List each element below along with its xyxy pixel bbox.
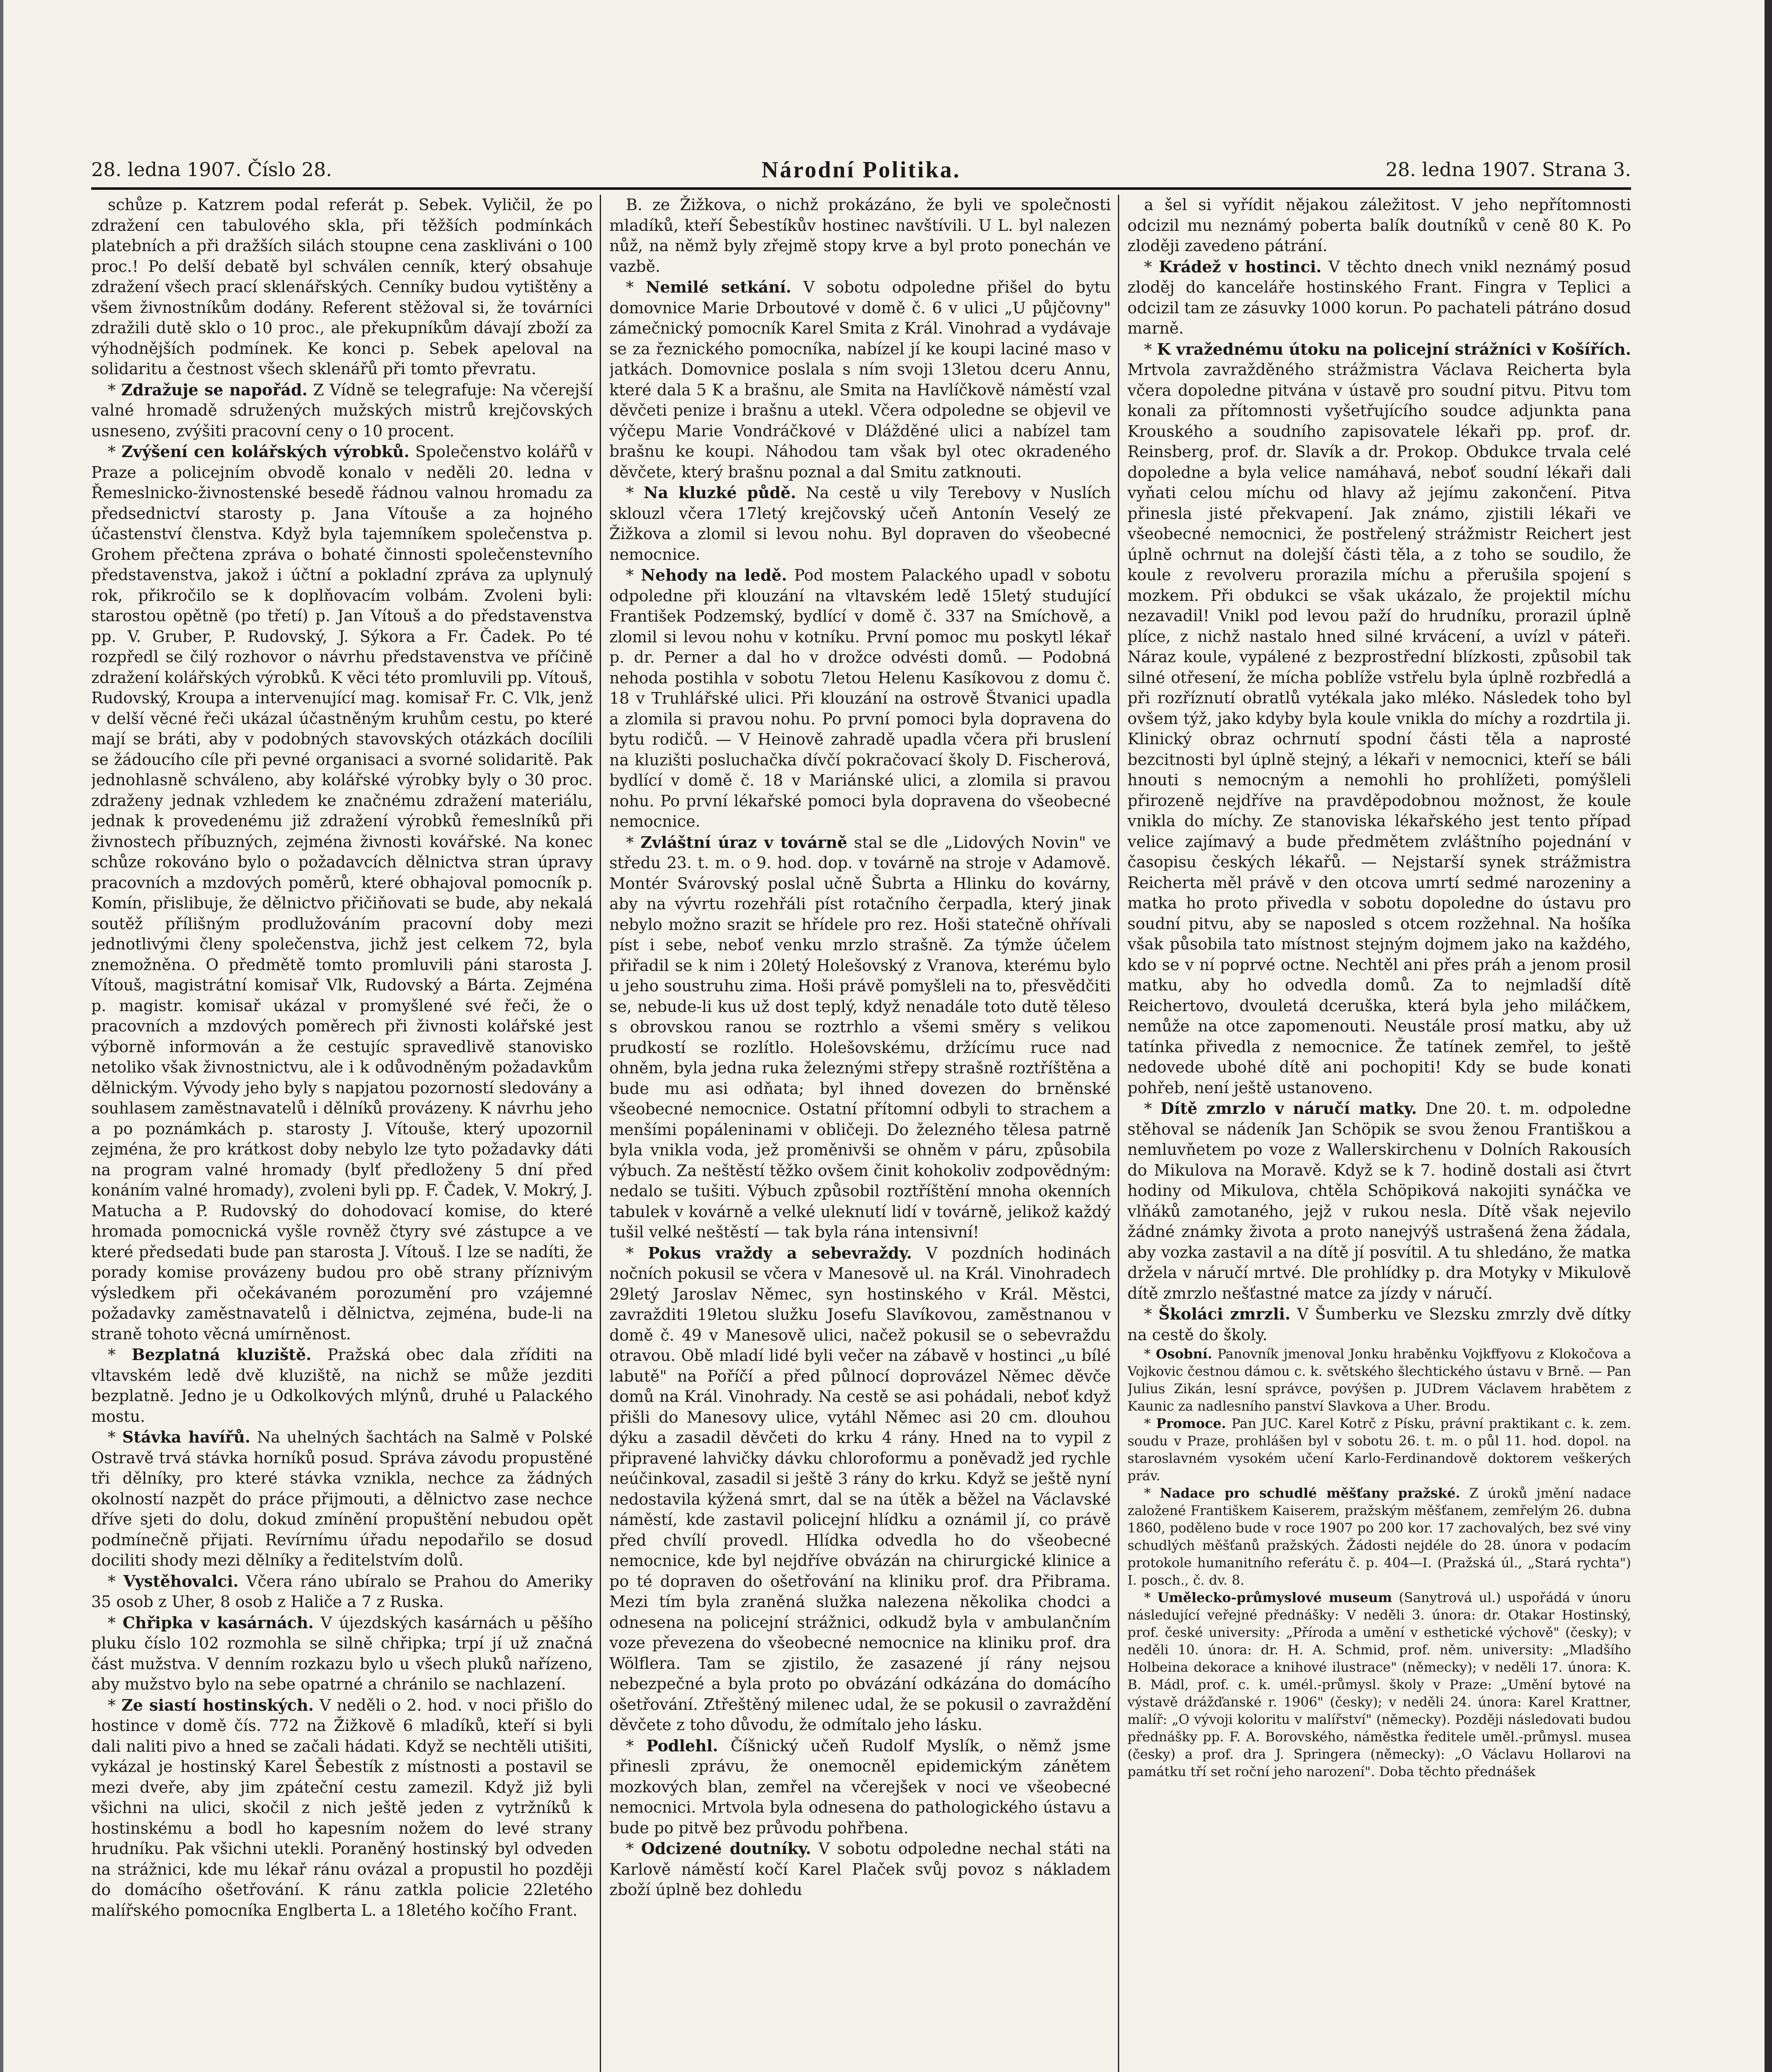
article-title: Na kluzké půdě. (643, 483, 796, 502)
article-title: Krádež v hostinci. (1159, 257, 1322, 276)
article-bullet: * (108, 443, 122, 461)
article-paragraph (609, 195, 1111, 277)
article-bullet: * (1144, 1485, 1160, 1501)
article-bullet: * (1144, 1416, 1156, 1431)
article-columns (91, 195, 1631, 2072)
article-title: Nehody na ledě. (641, 566, 787, 584)
article-body: V újezdských kasárnách u pěšího pluku číslo 102 rozmohla se silně chřipka; trpí jí už značná část mužstva. V denním rozkazu bylo u všech pluků nařízeno, aby mužstvo bylo na sebe opatrné a chránilo se nachlazení. (91, 1613, 593, 1693)
article-body: Panovník jmenoval Jonku hraběnku Vojkffyovu z Klokočova a Vojkovic čestnou dámou c. k. světského šlechtického ústavu v Brně. — Pan Julius Zikán, lesní správce, povýšen p. JUDrem Václavem hrabětem z Kaunic za nadlesního panství Slavkova a Uher. Brodu. (1127, 1346, 1631, 1414)
column-divider-2 (1118, 195, 1119, 2072)
article-body: Dne 20. t. m. odpoledne stěhoval se nádeník Jan Schöpik se svou ženou Františkou a nemluvňetem po voze z Wallerskirchenu v Dolních Rakousích do Mikulova na Moravě. Když se k 7. hodině dostali asi čtvrt hodiny od Mikulova, chtěla Schöpiková nakojiti synáčka ve vlňáků zamotaného, jejž v rukou nesla. Dítě však nejevilo žádné známky života a proto nanejvýš ustrašená žena žádala, aby vozka zastavil a na dítě jí posvítil. A tu shledáno, že matka držela v náručí mrtvé. Dle prohlídky p. dra Motyky v Mikulově dítě zmrzlo nešťastné matce za jízdy v náručí. (1127, 1099, 1631, 1302)
article-paragraph (1127, 195, 1631, 257)
article-bullet: * (108, 380, 121, 399)
column-3 (1127, 195, 1631, 2072)
article-title: Zdražuje se napořád. (121, 380, 308, 399)
article-title: Pokus vraždy a sebevraždy. (647, 1243, 912, 1262)
article-title: Školáci zmrzli. (1158, 1305, 1291, 1323)
header-date-page: 28. ledna 1907. Strana 3. (1385, 158, 1631, 181)
article-bullet: * (626, 833, 641, 852)
article-body: schůze p. Katzrem podal referát p. Sebek. Vyličil, že po zdražení cen tabulového skla, při těžších podmínkách platebních a při dražších silách stoupne cena zaskliváni o 100 proc.! Po delší debatě byl schválen cenník, který obsahuje zdražení všech prací sklenářských. Cenníky budou vytištěny a všem živnostníkům dodány. Referent stěžoval si, že továrníci zdražili dutě sklo o 10 proc., ale překupníkům dávají zboží za výhodnějších podmínek. Ke konci p. Sebek apeloval na solidaritu a čestnost všech sklenářů při tomto převratu. (91, 196, 593, 378)
article-paragraph (609, 482, 1111, 565)
article-title: Bezplatná kluziště. (131, 1345, 312, 1364)
article-body: Včera ráno ubíralo se Prahou do Ameriky 35 osob z Uher, 8 osob z Haliče a 7 z Ruska. (91, 1572, 593, 1611)
article-title: Stávka havířů. (122, 1428, 251, 1446)
article-bullet: * (626, 1736, 647, 1755)
column-1 (91, 195, 593, 2072)
article-body: Z Vídně se telegrafuje: Na včerejší valné hromadě sdružených mužských mistrů krejčovských usneseno, zvýšiti pracovní ceny o 10 procent. (91, 380, 593, 440)
article-paragraph (91, 380, 593, 442)
article-paragraph (1127, 339, 1631, 1099)
article-body: Na uhelných šachtách na Salmě v Polské Ostravě trvá stávka horníků posud. Správa závodu propustěné tři dělníky, pro které stávka vznikla, nechce za žádných okolností nazpět do práce přijmouti, a dělnictvo zase nechce dříve sjeti do dolu, dokud zmínění propuštění nebudou opět podmínečně přijati. Revírnímu úřadu nepodařilo se dosud dociliti shody mezi dělníky a ředitelstvím dolů. (91, 1428, 593, 1569)
article-paragraph (1127, 1484, 1631, 1589)
article-bullet: * (626, 1840, 641, 1858)
article-title: Nadace pro schudlé měšťany pražské. (1160, 1485, 1460, 1501)
article-paragraph (609, 1243, 1111, 1736)
article-paragraph (91, 1344, 593, 1427)
article-bullet: * (108, 1428, 122, 1446)
article-body: B. ze Žižkova, o nichž prokázáno, že byli ve společnosti mladíků, kteří Šebestíkův hostinec navštívili. U L. byl nalezen nůž, na němž byly zřejmě stopy krve a byl proto ponechán ve vazbě. (609, 196, 1111, 276)
article-paragraph (1127, 1415, 1631, 1484)
article-paragraph (91, 1695, 593, 1921)
article-bullet: * (1144, 340, 1157, 358)
article-paragraph (609, 1838, 1111, 1900)
article-bullet: * (1144, 1099, 1161, 1118)
article-paragraph (91, 1427, 593, 1571)
article-paragraph (1127, 1589, 1631, 1780)
article-title: Ze siastí hostinských. (121, 1695, 314, 1714)
article-bullet: * (1144, 1590, 1158, 1605)
article-body: Z úroků jmění nadace založené Františkem Kaiserem, pražským měšťanem, zemřelým 26. dubna 1860, poděleno bude v roce 1907 po 200 kor. 17 zachovalých, bez své viny schudlých měšťanů pražských. Žádosti nejdéle do 28. února v podacím protokole humanitního referátu č. p. 404—I. (Pražská úl., „Stará rychta") I. posch., č. dv. 8. (1127, 1485, 1631, 1588)
article-paragraph (91, 1571, 593, 1612)
article-body: V sobotu odpoledne nechal státi na Karlově náměstí kočí Karel Plaček svůj povoz s nákladem zboží úplně bez dohledu (609, 1840, 1111, 1899)
article-bullet: * (626, 484, 644, 502)
article-body: V pozdních hodinách nočních pokusil se včera v Manesově ul. na Král. Vinohradech 29letý Jaroslav Němec, syn hostinského v Král. Městci, zavražditi 19letou služku Josefu Slavíkovou, zaměstnanou v domě č. 49 v Manesově ulici, načež pokusil se o sebevraždu otravou. Obě mladí lidé byli večer na zábavě v hostinci „u bílé labutě" na Poříčí a před půlnocí doprovázel Němec děvče domů na Král. Vinohrady. Na cestě se asi pohádali, neboť když přišli do Manesovy ulice, vytáhl Němec asi 20 cm. dlouhou dýku a zasadil děvčeti do krku 4 rány. Hned na to vypil z připravené lahvičky dávku chloroformu a poněvadž jed rychle neúčinkoval, zasadil si ještě 3 rány do krku. Když se ještě nyní nedostavila kýžená smrt, dal se na útěk a běžel na Václavské náměstí, kde zastavil policejní hlídku a oznámil jí, co právě před chvílí provedl. Hlídka odvedla ho do všeobecné nemocnice, kde byl nejdříve obvázán na chirurgické klinice a po té dopraven do ošetřování na kliniku prof. dra Přibrama. Mezi tím byla zraněná služka nalezena několika chodci a odnesena na policejní strážnici, odkudž byla v ambulančním voze převezena do všeobecné nemocnice na kliniku prof. dra Wölflera. Tam se zjistilo, že zasazené jí rány nejsou nebezpečné a byla proto po obvázání odkázána do domácího ošetřování. Ztřeštěný milenec udal, že se pokusil o zavraždění děvčete z toho důvodu, že odmítalo jeho lásku. (609, 1244, 1111, 1734)
article-bullet: * (108, 1696, 122, 1714)
article-title: Promoce. (1156, 1416, 1226, 1431)
header-rule (91, 187, 1631, 190)
article-bullet: * (626, 1244, 648, 1262)
article-paragraph (609, 565, 1111, 832)
article-title: K vražednému útoku na policejní strážníci v Košířích. (1157, 339, 1631, 358)
article-body: Pan JUC. Karel Kotrč z Písku, právní praktikant c. k. zem. soudu v Praze, prohlášen byl v sobotu 26. t. m. o půl 11. hod. dopol. na staroslavném vysokém učení Karlo-Ferdinandově doktorem veškerých práv. (1127, 1416, 1631, 1484)
article-bullet: * (108, 1572, 124, 1590)
article-body: V Šumberku ve Slezsku zmrzly dvě dítky na cestě do školy. (1127, 1305, 1631, 1344)
article-title: Dítě zmrzlo v náručí matky. (1160, 1099, 1417, 1118)
article-paragraph (91, 1612, 593, 1695)
article-body: stal se dle „Lidových Novin" ve středu 23. t. m. o 9. hod. dop. v továrně na stroje v Adamově. Montér Svárovský poslal učně Šubrta a Hlinku do kovárny, aby na vývrtu rozehřáli píst rotačního čerpadla, který jinak nebylo možno srazit se hřídele pro rez. Hoši statečně ohřívali píst i sebe, neboť venku mrzlo strašně. Za týmže účelem přiřadil se k nim i 20letý Holešovský z Vranova, kterému bylo u jeho soustruhu zima. Hoši právě pomyšleli na to, přesvědčiti se, nebude-li kus už dost teplý, když nenadále toto dutě těleso s obrovskou ranou se roztrhlo a všemi směry s velikou prudkostí se rozlítlo. Holešovskému, držícímu ruce nad ohněm, byla jedna ruka železnými střepy strašně roztříštěna a bude mu asi odňata; byl ihned dovezen do brněnské všeobecné nemocnice. Ostatní přítomní odbyli to strachem a menšími popáleninami v obličeji. Do železného tělesa patrně byla vnikla voda, jež proměnivši se ohněm v páru, způsobila výbuch. Za neštěstí těžko ovšem činit kohokoliv zodpovědným: nedalo se tušiti. Výbuch způsobil roztříštění mnoha okenních tabulek v kovárně a velké uleknutí lidí v továrně, jelikož každý tušil velké neštěstí — tak byla rána intensivní! (609, 833, 1111, 1241)
article-body: (Sanytrová ul.) uspořádá v únoru následující veřejné přednášky: V neděli 3. února: dr. Otakar Hostinský, prof. české university: „Příroda a umění v esthetické výchově" (česky); v neděli 10. února: dr. H. A. Schmid, prof. něm. university: „Mladšího Holbeina dekorace a knihové ilustrace" (německy); v neděli 17. února: K. B. Mádl, prof. c. k. umél.-průmysl. školy v Praze: „Umění bytové na výstavě drážďanské r. 1906" (česky); v neděli 24. února: Karel Krattner, malíř: „O vývoji koloritu v malířství" (německy). Později následovati budou přednášky pp. F. A. Borovského, náměstka ředitele uměl.-průmysl. musea (česky) a prof. dra J. Springera (německy): „O Václavu Hollarovi na památku tří set roční jeho narození". Doba těchto přednášek (1127, 1590, 1631, 1779)
article-paragraph (91, 195, 593, 380)
page-header (91, 154, 1631, 191)
article-body: Pražská obec dala zříditi na vltavském ledě dvě kluziště, na nichž se může jezditi bezplatně. Jedno je u Odkolkových mlýnů, druhé u Palackého mostu. (91, 1346, 593, 1426)
article-body: Mrtvola zavražděného strážmistra Václava Reicherta byla včera dopoledne pitvána v ústavě pro soudní pitvu. Pitvu tom konali za přítomnosti vyšetřujícího soudce adjunkta pana Krouského a soudního zapisovatele lékaři pp. prof. dr. Reinsberg, prof. dr. Slavík a dr. Prokop. Obdukce trvala celé dopoledne a byla velice namáhavá, neboť soudní lékaři dali vyňati celou míchu od hlavy až jejímu zakončení. Pitva přinesla jisté překvapení. Jak známo, zjistili lékaři ve všeobecné nemocnici, že postřelený strážmistr Reichert jest úplně ochrnut na dolejší části těla, a z toho se soudilo, že koule z revolveru prorazila míchu a přerušila spojení s mozkem. Při obdukci se však ukázalo, že projektil míchu nezavadil! Vnikl pod levou paží do hrudníku, prorazil úplně plíce, z nichž nastalo hned silné krvácení, a uvízl v páteři. Náraz koule, vypálené z bezprostřední blízkosti, způsobil tak silné otřesení, že mícha poblíže vstřelu byla úplně rozbředlá a při rozříznutí obratlů vytékala jako mléko. Následek toho byl ovšem týž, jako kdyby byla koule vnikla do míchy a rozdrtila ji. Klinický obraz ochrnutí spodní části těla a naprosté bezcitnosti byl úplně stejný, a lékaři v nemocnici, kteří se báli hnouti s nemocným a nemohli ho prohlížeti, pomýšleli přirozeně nejdříve na pravděpodobnou možnost, že koule vnikla do míchy. Ze stanoviska lékařského jest tento případ velice zajímavý a bude předmětem zvláštního pojednání v časopisu českých lékařů. — Nejstarší synek strážmistra Reicherta měl právě v den otcova umrtí sedmé narozeniny a matka ho proto přivedla v sobotu dopoledne do ústavu pro soudní pitvu, aby se naposled s otcem rozžehnal. Na hošíka však působila tato místnost stejným dojmem jako na každého, kdo se v ní poprvé octne. Nechtěl ani přes práh a jenom prosil matku, aby ho odvedla domů. Za to nejmladší dítě Reichertovo, dvouletá dceruška, která byla jeho miláčkem, nemůže na otce zapomenouti. Neustále prosí matku, aby už tatínka přivedla z nemocnice. Že tatínek zemřel, to ještě nedovede ubohé dítě ani pochopiti! Kdy se bude konati pohřeb, není ještě ustanoveno. (1127, 361, 1631, 1097)
article-title: Odcizené doutníky. (641, 1839, 811, 1858)
scan-edge-left (0, 0, 3, 2072)
article-bullet: * (108, 1346, 132, 1364)
article-paragraph (1127, 1304, 1631, 1345)
article-title: Zvýšení cen kolářských výrobků. (121, 442, 410, 461)
masthead-title: Národní Politika. (761, 157, 961, 183)
article-body: Pod mostem Palackého upadl v sobotu odpoledne při klouzání na vltavském ledě 15letý studující František Podzemský, bydlící v domě č. 337 na Smíchově, a zlomil si levou nohu v kotníku. První pomoc mu poskytl lékař p. dr. Perner a dal ho v drožce odvésti domů. — Podobná nehoda postihla v sobotu 7letou Helenu Kasíkovou z domu č. 18 v Truhlářské ulici. Při klouzání na ostrově Štvanici upadla a zlomila si pravou nohu. Po první pomoci byla dopravena do bytu rodičů. — V Heinově zahradě upadla včera při bruslení na kluzišti posluchačka dívčí pokračovací školy D. Fischerová, bydlící v domě č. 18 v Mariánské ulici, a zlomila si pravou nohu. Po první lékařské pomoci byla dopravena do všeobecné nemocnice. (609, 566, 1111, 830)
header-date-issue: 28. ledna 1907. Číslo 28. (91, 158, 332, 181)
article-body: Číšnický učeň Rudolf Myslík, o němž jsme přinesli zprávu, že onemocněl epidemickým zánětem mozkových blan, zemřel na včerejšek v noci ve všeobecné nemocnici. Mrtvola byla odnesena do pathologického ústavu a bude po pitvě bez průvodu pohřbena. (609, 1736, 1111, 1837)
article-bullet: * (626, 278, 646, 296)
scan-edge-right (1765, 0, 1772, 2072)
column-2 (609, 195, 1111, 2072)
article-body: V těchto dnech vnikl neznámý posud zloděj do kanceláře hostinského Frant. Fingra v Teplici a odcizil tam ze zásuvky 1000 korun. Po pachateli pátráno dosud marně. (1127, 257, 1631, 337)
article-paragraph (1127, 1345, 1631, 1415)
article-title: Chřipka v kasárnách. (122, 1613, 314, 1632)
article-paragraph (609, 1736, 1111, 1839)
article-bullet: * (1144, 1305, 1159, 1323)
article-title: Osobní. (1156, 1346, 1212, 1362)
article-paragraph (1127, 257, 1631, 339)
article-paragraph (609, 277, 1111, 482)
article-body: Společenstvo kolářů v Praze a policejním obvodě konalo v neděli 20. ledna v Řemeslnicko-živnostenské besedě řádnou valnou hromadu za předsednictví starosty p. Jana Vítouše a za hojného účastenství členstva. Když byla tajemníkem společenstva p. Grohem přečtena zpráva o bohaté činnosti společenstevního představenstva, jakož i účtní a pokladní zpráva za uplynulý rok, přikročilo se k doplňovacím volbám. Zvoleni byli: starostou opětně (po třetí) p. Jan Vítouš a do představenstva pp. V. Gruber, P. Rudovský, J. Sýkora a Fr. Čadek. Po té rozpředl se čilý rozhovor o návrhu představenstva ve příčině zdražení kolářských výrobků. K věci této promluvili pp. Vítouš, Rudovský, Kroupa a intervenující mag. komisař Fr. C. Vlk, jenž v delší věcné řeči ukázal účastněným kruhům cestu, po které mají se bráti, aby v podobných stavovských otázkách docílili se žádoucího cíle při pevné organisaci a svorné solidaritě. Pak jednohlasně schváleno, aby kolářské výrobky byly o 30 proc. zdraženy jednak vzhledem ke značnému zdražení materiálu, jednak k provedenému již zdražení výrobků řemeslníků při živnostech příbuzných, zejména živnosti kovářské. Na konec schůze rokováno bylo o požadavcích dělnictva stran úpravy pracovních a mzdových poměrů, které obhajoval pomocník p. Komín, přislibuje, že dělnictvo přičiňovati se bude, aby nekalá soutěž přílišným prodlužováním pracovní doby mezi jednotlivými členy společenstva, jichž jest celkem 72, byla znemožněna. O předmětě tomto promluvili páni starosta J. Vítouš, magistrátní komisař Vlk, Rudovský a Bárta. Zejména p. magistr. komisař ukázal v promyšlené své řeči, že o pracovních a mzdových poměrech při živnosti kolářské jest výborně informován a že cestujíc spravedlivě stanovisko netoliko však živnostnictvu, ale i k odůvodněným požadavkům dělnickým. Vývody jeho byly s napjatou pozorností sledovány a souhlasem zaměstnavatelů i dělníků provázeny. K návrhu jeho a po poznámkách p. starosty J. Vítouše, který upozornil zejména, že pro krátkost doby nebylo lze tyto požadavky dáti na program valné hromady (bylť předloženy 5 dní před konáním valné hromady), zvoleni byli pp. F. Čadek, V. Mokrý, J. Matucha a P. Rudovský do dohodovací komise, do které hromada pomocnická vyšle rovněž čtyry své zástupce a ve které předsedati bude pan starosta J. Vítouš. I lze se nadíti, že porady komise provázeny budou pro obě strany příznivým výsledkem při očekávaném porozumění pro vzájemné požadavky zaměstnavatelů i dělnictva, zejména, bude-li na straně tohoto věcná umírněnost. (91, 443, 593, 1343)
article-body: Na cestě u vily Terebovy v Nuslích sklouzl včera 17letý krejčovský učeň Antonín Veselý ze Žižkova a zlomil si levou nohu. Byl dopraven do všeobecné nemocnice. (609, 484, 1111, 564)
article-bullet: * (1144, 1346, 1156, 1362)
article-paragraph (609, 832, 1111, 1243)
article-bullet: * (626, 566, 641, 584)
article-bullet: * (1144, 257, 1159, 276)
article-body: a šel si vyřídit nějakou záležitost. V jeho nepřítomnosti odcizil mu neznámý poberta balík doutníků v ceně 80 K. Po zloději zavedeno pátrání. (1127, 196, 1631, 255)
article-title: Zvláštní úraz v továrně (640, 833, 848, 852)
article-title: Umělecko-průmyslové museum (1157, 1590, 1392, 1605)
article-paragraph (1127, 1098, 1631, 1304)
article-paragraph (91, 441, 593, 1344)
column-divider-1 (600, 195, 601, 2072)
article-title: Vystěhovalci. (123, 1571, 239, 1590)
article-title: Podlehl. (646, 1736, 718, 1755)
article-body: V sobotu odpoledne přišel do bytu domovnice Marie Drboutové v domě č. 6 v ulici „U půjčovny" zámečnický pomocník Karel Smita z Král. Vinohrad a vydávaje se za řeznického pomocníka, nabízel jí ke koupi laciné maso v jatkách. Domovnice poslala s ním svoji 13letou dceru Annu, které dala 5 K a brašnu, ale Smita na Havlíčkově náměstí vzal děvčeti penize i brašnu a utekl. Včera odpoledne se objevil ve výčepu Marie Vondráčkové v Dlážděné ulici a nabízel tam brašnu ke koupi. Náhodou tam však byl otec okradeného děvčete, který brašnu poznal a dal Smitu zatknouti. (609, 278, 1111, 481)
article-bullet: * (108, 1613, 123, 1632)
article-title: Nemilé setkání. (645, 278, 792, 296)
article-body: V neděli o 2. hod. v noci přišlo do hostince v domě čís. 772 na Žižkově 6 mladíků, kteří si byli dali naliti pivo a hned se začali hádati. Když se nechtěli utišiti, vykázal je hostinský Karel Šebestík z místnosti a postavil se mezi dveře, aby jim zpáteční cestu zamezil. Když již byli všichni na ulici, skočil z nich ještě jeden z vytržníků k hostinskému a bodl ho kapesním nožem do levé strany hrudníku. Pak všichni utekli. Poraněný hostinský byl odveden na strážnici, kde mu lékař ránu ovázal a propustil ho později do domácího ošetřování. K ránu zatkla policie 22letého malířského pomocníka Englberta L. a 18letého kočího Frant. (91, 1696, 593, 1920)
